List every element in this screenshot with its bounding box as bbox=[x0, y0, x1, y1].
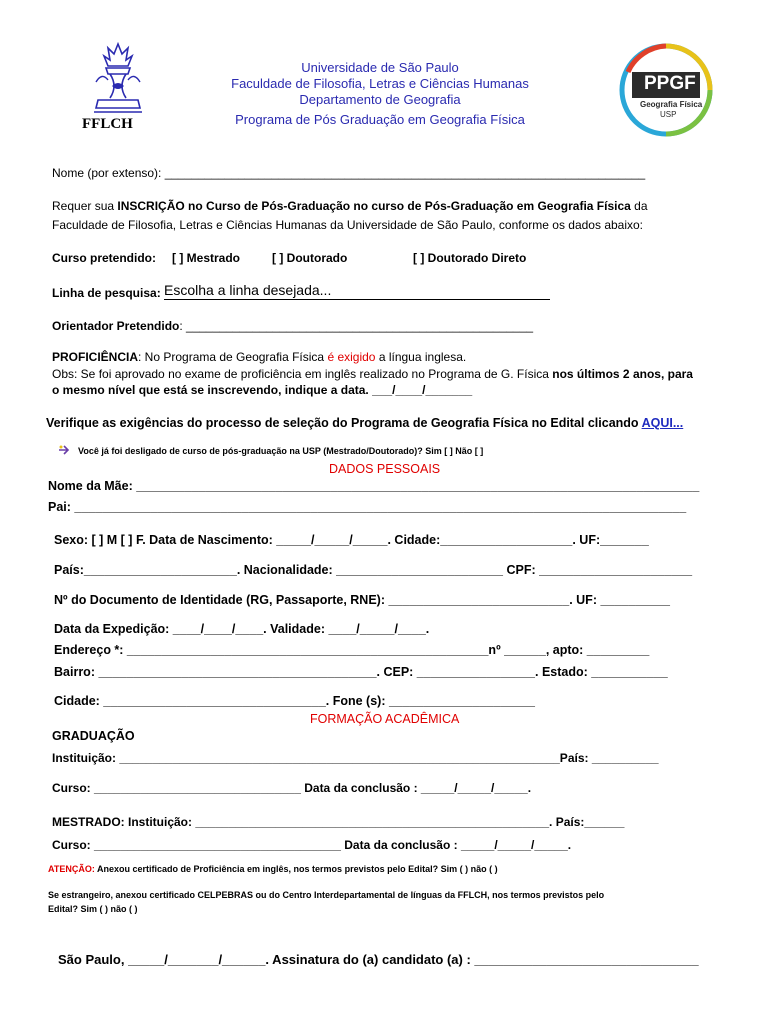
atencao-text: Anexou certificado de Proficiência em inglês, nos termos previstos pelo Edital? Sim ( ) não ( ) bbox=[94, 864, 498, 874]
obs-line-1 bbox=[52, 367, 693, 381]
proficiencia-line bbox=[52, 350, 466, 364]
bairro-row[interactable]: Bairro: ________________________________________. CEP: _________________. Estado: ___________ bbox=[54, 665, 668, 679]
linha-select[interactable]: Escolha a linha desejada... bbox=[164, 282, 550, 300]
formacao-title: FORMAÇÃO ACADÊMICA bbox=[310, 712, 460, 726]
curso-label: Curso pretendido: bbox=[52, 251, 156, 265]
estrangeiro-line-2[interactable]: Edital? Sim ( ) não ( ) bbox=[48, 904, 138, 914]
estrangeiro-line-1: Se estrangeiro, anexou certificado CELPEBRAS ou do Centro Interdepartamental de línguas da FFLCH, nos termos previstos pelo bbox=[48, 890, 605, 900]
endereco-row[interactable]: Endereço *: ____________________________________________________nº ______, apto: _________ bbox=[54, 643, 650, 657]
department-name: Departamento de Geografia bbox=[299, 92, 461, 107]
linha-label: Linha de pesquisa: bbox=[52, 286, 161, 300]
pai-field[interactable]: Pai: ________________________________________________________________________________________ bbox=[48, 500, 687, 514]
atencao-label: ATENÇÃO: bbox=[48, 864, 95, 874]
proficiencia-label: PROFICIÊNCIA bbox=[52, 350, 139, 364]
request-prefix: Requer sua bbox=[52, 199, 118, 213]
university-name: Universidade de São Paulo bbox=[301, 60, 459, 75]
ppgf-logo-subtitle: Geografia Física bbox=[640, 100, 703, 109]
graduacao-curso-row[interactable]: Curso: _______________________________ Data da conclusão : _____/_____/_____. bbox=[52, 781, 532, 795]
name-field[interactable]: Nome (por extenso): ________________________________________________________________________ bbox=[52, 166, 646, 180]
program-name: Programa de Pós Graduação em Geografia Física bbox=[235, 112, 525, 127]
verify-text: Verifique as exigências do processo de seleção do Programa de Geografia Física no Edital clicando bbox=[46, 416, 642, 430]
fflch-emblem-icon bbox=[88, 42, 148, 114]
request-suffix: da bbox=[630, 199, 648, 213]
edital-link[interactable]: AQUI... bbox=[641, 416, 684, 430]
ppgf-logo-title: PPGF bbox=[644, 73, 696, 94]
documento-row[interactable]: Nº do Documento de Identidade (RG, Passaporte, RNE): __________________________. UF: __________ bbox=[54, 593, 670, 607]
atencao-line[interactable] bbox=[48, 864, 498, 874]
orientador-line: : ____________________________________________________ bbox=[179, 319, 534, 333]
desligado-question[interactable]: Você já foi desligado de curso de pós-graduação na USP (Mestrado/Doutorado)? Sim [ ] Não [ ] bbox=[78, 446, 484, 456]
request-line-1 bbox=[52, 199, 648, 213]
verify-line bbox=[46, 416, 683, 430]
pais-cpf-row[interactable]: País:______________________. Nacionalidade: ________________________ CPF: ______________________ bbox=[54, 563, 693, 577]
cidade-fone-row[interactable]: Cidade: ________________________________. Fone (s): _____________________ bbox=[54, 694, 535, 708]
mae-field[interactable]: Nome da Mãe: _________________________________________________________________________________ bbox=[48, 479, 700, 493]
obs-bold: nos últimos 2 anos, para bbox=[552, 367, 693, 381]
obs-text: Obs: Se foi aprovado no exame de proficiência em inglês realizado no Programa de G. Física bbox=[52, 367, 553, 381]
sexo-nascimento-row[interactable]: Sexo: [ ] M [ ] F. Data de Nascimento: _____/_____/_____. Cidade:___________________. UF:_______ bbox=[54, 533, 649, 547]
graduacao-heading: GRADUAÇÃO bbox=[52, 729, 135, 743]
expedicao-row[interactable]: Data da Expedição: ____/____/____. Validade: ____/_____/____. bbox=[54, 622, 430, 636]
mestrado-instituicao-row[interactable]: MESTRADO: Instituição: _____________________________________________________. País:______ bbox=[52, 815, 625, 829]
request-line-2: Faculdade de Filosofia, Letras e Ciências Humanas da Universidade de São Paulo, conforme os dados abaixo: bbox=[52, 218, 644, 232]
mestrado-checkbox[interactable]: [ ] Mestrado bbox=[172, 251, 241, 265]
dados-pessoais-title: DADOS PESSOAIS bbox=[329, 462, 441, 476]
proficiencia-text: : No Programa de Geografia Física bbox=[138, 350, 328, 364]
mestrado-curso-row[interactable]: Curso: _____________________________________ Data da conclusão : _____/_____/_____. bbox=[52, 838, 572, 852]
proficiencia-required: é exigido bbox=[327, 350, 376, 364]
doutorado-checkbox[interactable]: [ ] Doutorado bbox=[272, 251, 348, 265]
doutorado-direto-checkbox[interactable]: [ ] Doutorado Direto bbox=[413, 251, 527, 265]
obs-line-2[interactable]: o mesmo nível que está se inscrevendo, indique a data. ___/____/_______ bbox=[52, 383, 473, 397]
orientador-row[interactable] bbox=[52, 319, 533, 333]
fflch-logo bbox=[82, 42, 152, 134]
graduacao-instituicao-row[interactable]: Instituição: __________________________________________________________________País: __________ bbox=[52, 751, 659, 765]
request-bold: INSCRIÇÃO no Curso de Pós-Graduação no curso de Pós-Graduação em Geografia Física bbox=[117, 199, 631, 213]
signature-line[interactable]: São Paulo, _____/_______/______. Assinatura do (a) candidato (a) : _______________________________ bbox=[58, 952, 699, 967]
orientador-label: Orientador Pretendido bbox=[52, 319, 180, 333]
ppgf-logo-usp: USP bbox=[660, 110, 677, 119]
pointer-arrow-icon bbox=[58, 444, 70, 456]
fflch-logo-text: FFLCH bbox=[82, 116, 133, 132]
ppgf-logo bbox=[618, 42, 714, 138]
proficiencia-text-2: a língua inglesa. bbox=[375, 350, 467, 364]
faculty-name: Faculdade de Filosofia, Letras e Ciências Humanas bbox=[231, 76, 529, 91]
